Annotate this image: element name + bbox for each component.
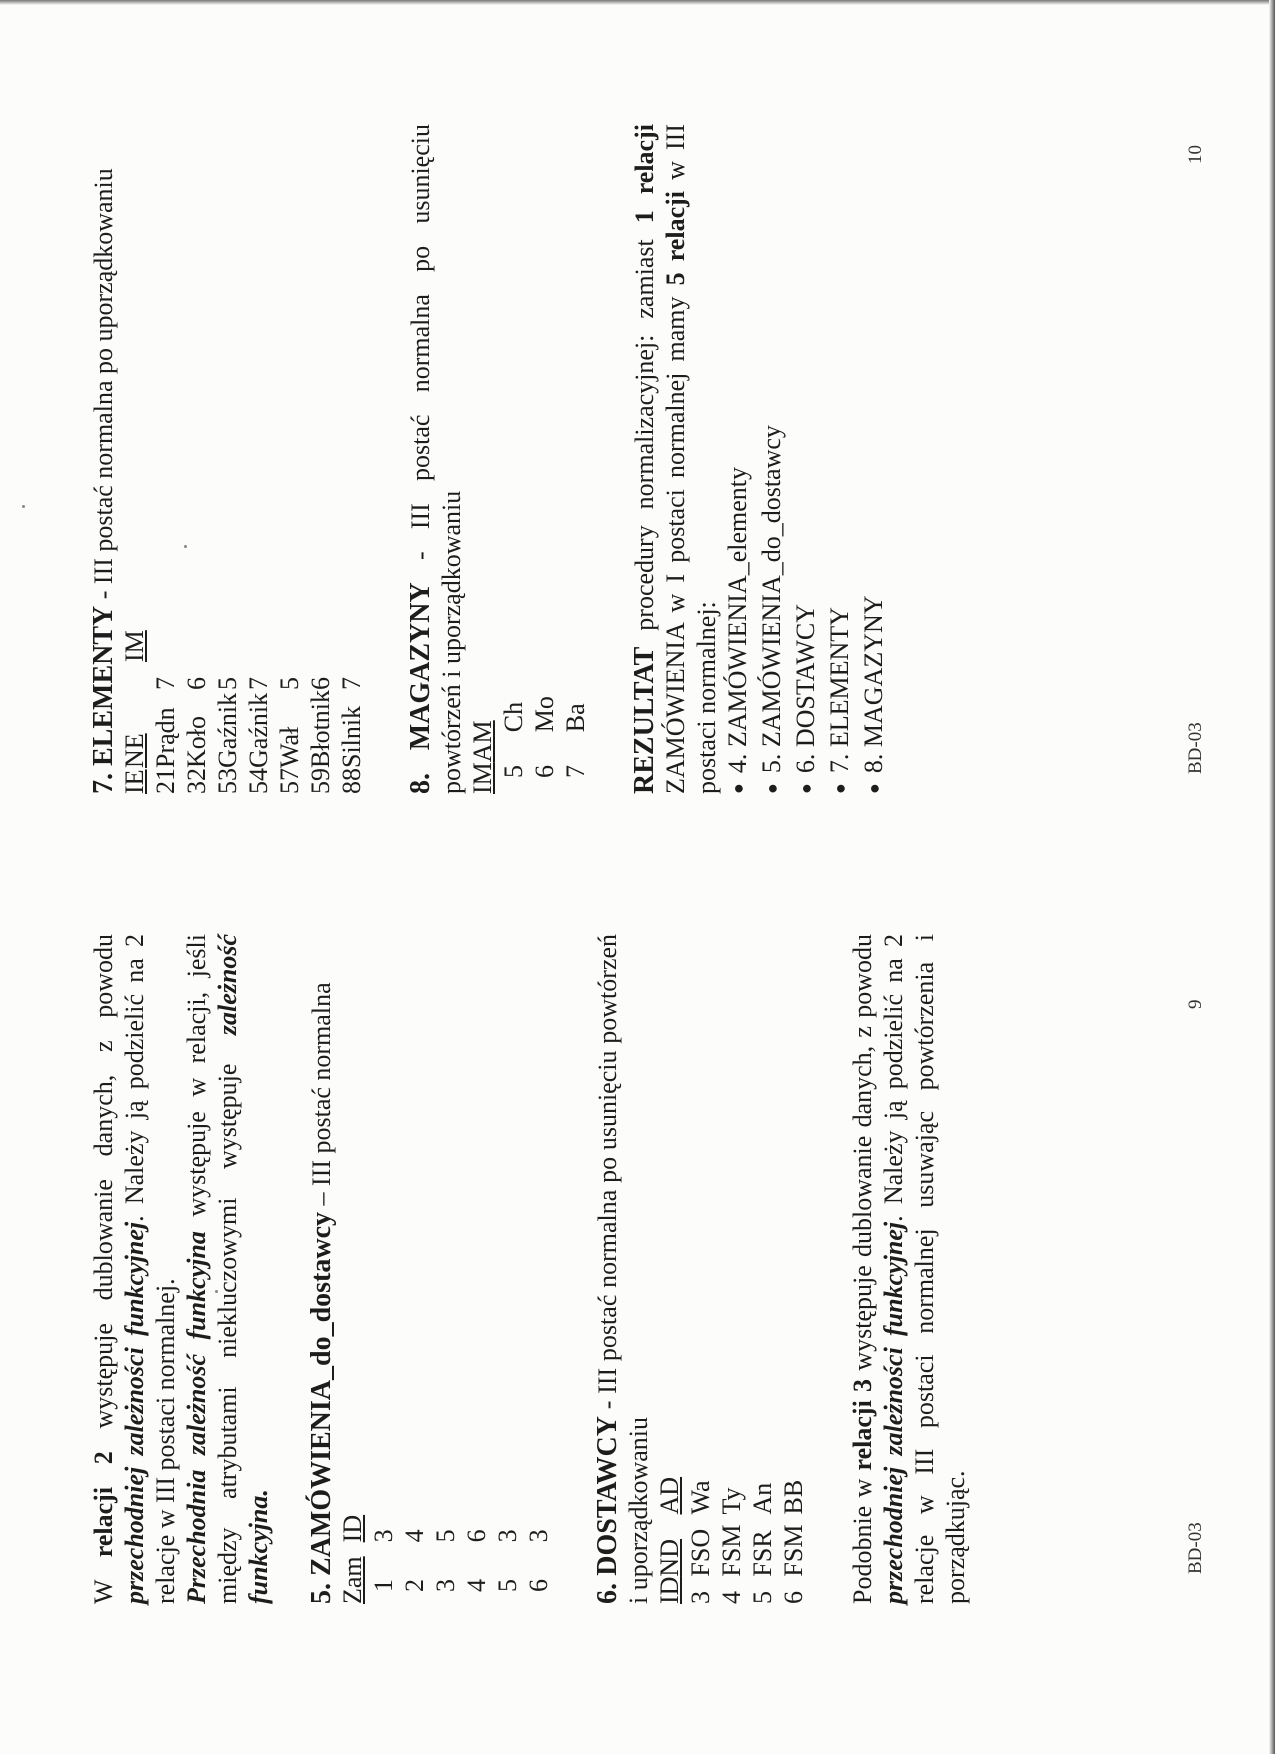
column-header: AD <box>655 1476 684 1515</box>
page-9 <box>88 934 971 1604</box>
page-number-10: 10 <box>1185 145 1206 164</box>
table-row: 7 Ba <box>561 703 590 778</box>
column-header: IE <box>120 769 149 794</box>
table-row: 3 FSO Wa <box>686 1480 715 1604</box>
column-header: ID <box>338 1514 367 1543</box>
intro-paragraph-1: W relacji 2 występuje dublowanie danych, z powodu przechodniej zależności funkcyjnej. Należy ją podzielić na 2 relacje w III postaci normalnej. <box>89 933 180 1604</box>
column-header: ID <box>655 1576 684 1604</box>
table-row: 6 Mo <box>530 696 559 778</box>
table-row: 5 3 <box>493 1529 522 1592</box>
table-elementy <box>119 630 367 794</box>
section-7-heading: 7. ELEMENTY - III postać normalna po uporządkowaniu <box>88 168 119 794</box>
table-row: 4 6 <box>462 1529 491 1592</box>
list-item: ● 4. ZAMÓWIENIA_elementy <box>722 124 756 794</box>
result-paragraph: REZULTAT procedury normalizacyjnej: zamiast 1 relacji ZAMÓWIENIA w I postaci normalnej mamy 5 relacji w III postaci normalnej: <box>629 124 721 794</box>
list-item: ● 7. ELEMENTY <box>824 124 858 794</box>
column-header: NE <box>120 733 149 768</box>
closing-paragraph: Podobnie w relacji 3 występuje dublowanie danych, z powodu przechodniej zależności funkcyjnej. Należy ją podzielić na 2 relacje w III postaci normalnej usuwając powtórzenia i porządkując. <box>848 933 970 1604</box>
table-row: 21 Prądn 7 <box>151 676 180 794</box>
table-dostawcy <box>654 1477 809 1604</box>
list-item: ● 5. ZAMÓWIENIA_do_dostawcy <box>756 124 790 794</box>
table-row: 6 FSM BB <box>779 1479 808 1604</box>
column-header: AM <box>468 720 497 763</box>
page-10 <box>88 124 892 794</box>
table-row: 5 FSR An <box>748 1482 777 1604</box>
column-header: Zam <box>338 1556 367 1604</box>
table-row: 2 4 <box>400 1529 429 1592</box>
table-row: 3 5 <box>431 1529 460 1592</box>
table-magazyny <box>467 696 591 794</box>
result-relations-list <box>722 124 892 794</box>
table-row: 54 Gaźnik 7 <box>244 676 273 794</box>
column-header: IM <box>468 762 497 794</box>
section-8-heading: 8. MAGAZYNY - III postać normalna po usunięciu powtórzeń i uporządkowaniu <box>405 124 466 794</box>
table-row: 4 FSM Ty <box>717 1487 746 1604</box>
table-row: 1 3 <box>369 1529 398 1592</box>
footer-left-code: BD-03 <box>1185 1522 1206 1574</box>
table-row: 5 Ch <box>499 701 528 778</box>
list-item: ● 6. DOSTAWCY <box>790 124 824 794</box>
footer-right-code: BD-03 <box>1185 722 1206 774</box>
page-number-9: 9 <box>1185 999 1206 1009</box>
section-6-heading: 6. DOSTAWCY - III postać normalna po usunięciu powtórzeń i uporządkowaniu <box>592 934 653 1604</box>
table-row: 53 Gaźnik 5 <box>213 676 242 794</box>
intro-paragraph-2: Przechodnia zależność funkcyjna występuje w relacji, jeśli między atrybutami niekluczowymi występuje zależność funkcyjna. <box>182 934 273 1604</box>
table-row: 57 Wał 5 <box>275 676 304 794</box>
column-header: ND <box>655 1539 684 1577</box>
table-row: 88 Silnik 7 <box>337 676 366 794</box>
list-item: ● 8. MAGAZYNY <box>858 124 892 794</box>
table-row: 32 Koło 6 <box>182 676 211 794</box>
table-row: 59 Błotnik 6 <box>306 676 335 794</box>
table-row: 6 3 <box>524 1529 553 1592</box>
table-zamowienia-do-dostawcy <box>337 1515 554 1604</box>
column-header: IM <box>120 630 149 662</box>
section-5-heading: 5. ZAMÓWIENIA_do_dostawcy – III postać normalna <box>306 982 337 1604</box>
